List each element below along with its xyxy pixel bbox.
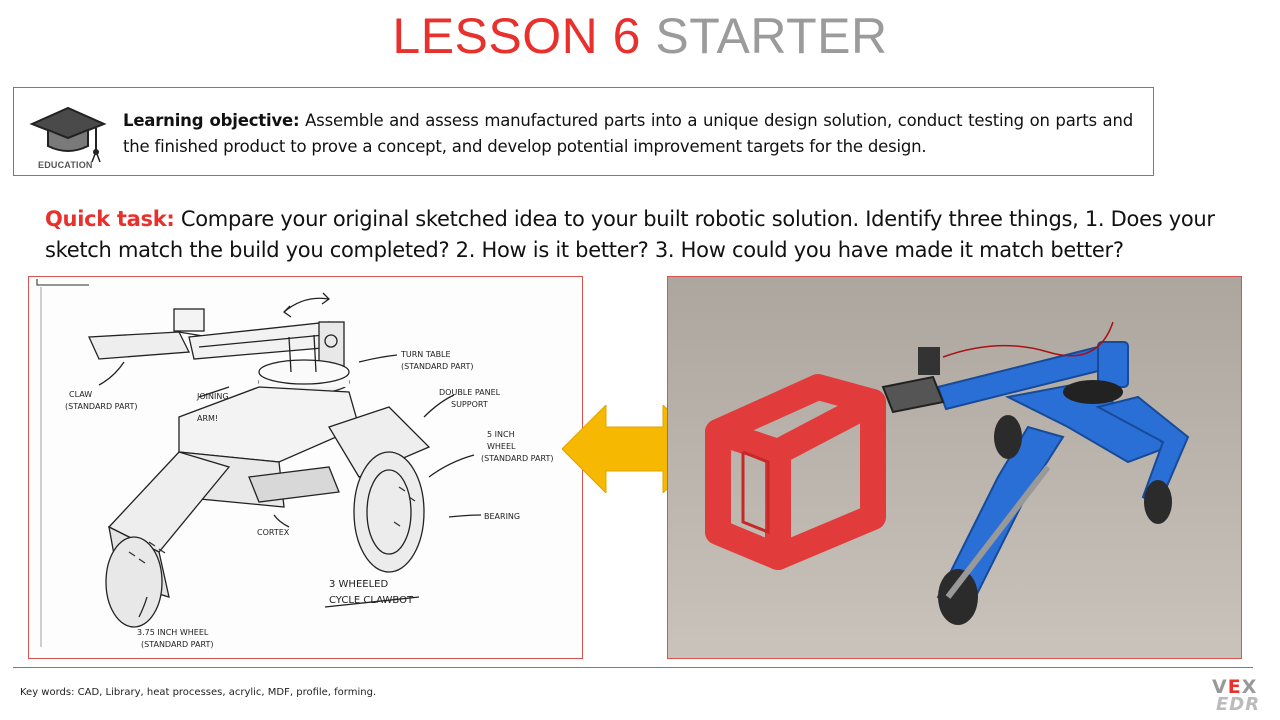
education-label: EDUCATION — [38, 160, 93, 170]
objective-text — [123, 108, 1133, 160]
sketch-label-wheel5-sub: WHEEL — [487, 442, 516, 451]
sketch-label-wheel5-sub2: (STANDARD PART) — [481, 454, 554, 463]
sketch-label-claw-sub: (STANDARD PART) — [65, 402, 138, 411]
quick-task-text: Compare your original sketched idea to your built robotic solution. Identify three things, 1. Does your sketch match the build you completed? 2. How is it better? 3. How could you have made it match better? — [45, 207, 1215, 262]
sketch-caption-2: CYCLE CLAWBOT — [329, 595, 414, 606]
learning-objective-box — [13, 87, 1154, 176]
vex-logo-x: X — [1241, 676, 1258, 698]
title-starter: STARTER — [655, 8, 888, 64]
robot-photo — [667, 276, 1242, 659]
robot-photo-illustration — [668, 277, 1242, 659]
sketch-label-joining-sub: ARM! — [197, 414, 219, 423]
vex-edr-logo — [1212, 676, 1274, 716]
slide-title — [0, 8, 1280, 64]
sketch-caption-1: 3 WHEELED — [329, 579, 389, 590]
sketch-label-wheel3-sub: (STANDARD PART) — [141, 640, 214, 649]
quick-task-label: Quick task: — [45, 207, 175, 231]
vex-logo-e: E — [1227, 676, 1242, 698]
sketch-label-claw: CLAW — [69, 390, 93, 399]
sketch-label-joining: JOINING — [197, 392, 229, 401]
vex-logo-v: V — [1212, 676, 1228, 698]
footer-keywords: Key words: CAD, Library, heat processes, acrylic, MDF, profile, forming. — [20, 687, 377, 698]
objective-body: Assemble and assess manufactured parts into a unique design solution, conduct testing on parts and the finished product to prove a concept, and develop potential improvement targets for the design. — [123, 111, 1133, 156]
quick-task — [45, 204, 1255, 266]
title-lesson: LESSON 6 — [392, 8, 641, 64]
sketch-label-turntable-sub: (STANDARD PART) — [401, 362, 474, 371]
sketch-label-double-panel: DOUBLE PANEL — [439, 388, 501, 397]
footer-divider — [13, 667, 1253, 668]
sketch-image — [28, 276, 583, 659]
vex-logo-edr: EDR — [1216, 694, 1261, 715]
sketch-label-cortex: CORTEX — [257, 528, 290, 537]
objective-label: Learning objective: — [123, 111, 300, 130]
sketch-label-turntable: TURN TABLE — [401, 350, 451, 359]
sketch-label-wheel3: 3.75 INCH WHEEL — [137, 628, 209, 637]
robot-sketch-drawing — [29, 277, 583, 659]
sketch-label-wheel5: 5 INCH — [487, 430, 515, 439]
sketch-label-bearing: BEARING — [484, 512, 521, 521]
sketch-label-double-panel-sub: SUPPORT — [451, 400, 488, 409]
